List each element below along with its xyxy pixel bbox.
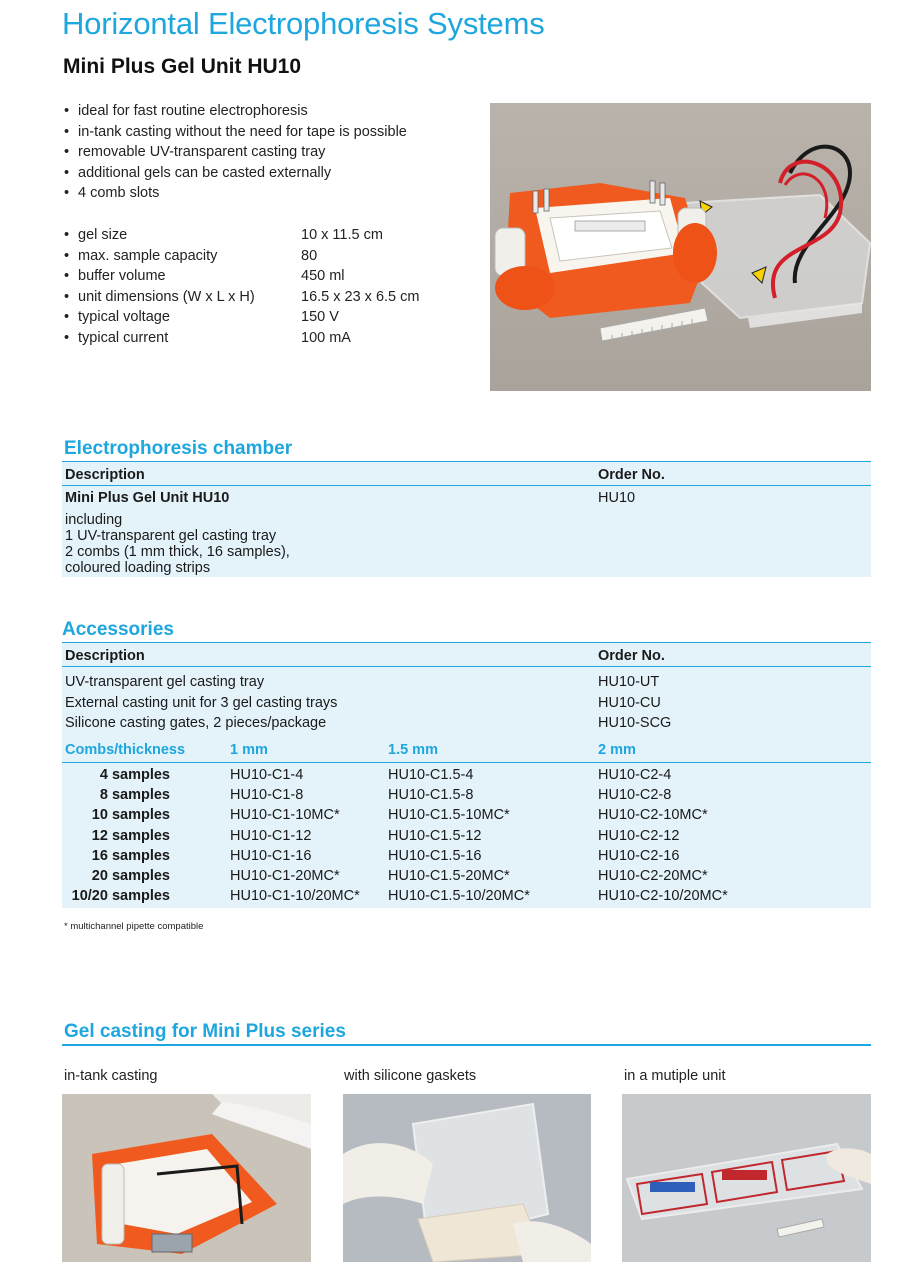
feature-list	[64, 101, 407, 204]
spec-item	[64, 307, 339, 328]
comb-1mm: HU10-C1-8	[230, 787, 304, 803]
combs-divider	[62, 762, 871, 763]
multiple-unit-illustration	[622, 1094, 871, 1262]
feature-item: • 4 comb slots	[64, 183, 407, 204]
spec-item	[64, 266, 345, 287]
including-line: including	[65, 512, 123, 528]
comb-1mm: HU10-C1-20MC*	[230, 868, 340, 884]
spec-list	[64, 225, 420, 348]
in-tank-illustration	[62, 1094, 311, 1262]
caption-multiple: in a mutiple unit	[624, 1068, 726, 1084]
combs-header: Combs/thickness	[65, 742, 186, 758]
spec-item	[64, 328, 351, 349]
col-description: Description	[65, 467, 145, 483]
feature-item: • additional gels can be casted externally	[64, 163, 407, 184]
comb-samples: 12 samples	[91, 828, 170, 844]
comb-1-5mm: HU10-C1.5-12	[388, 828, 482, 844]
feature-item: • ideal for fast routine electrophoresis	[64, 101, 407, 122]
accessories-heading: Accessories	[62, 619, 174, 640]
spec-value: 16.5 x 23 x 6.5 cm	[301, 288, 420, 305]
spec-label: unit dimensions (W x L x H)	[78, 288, 255, 305]
combs-header-1mm: 1 mm	[230, 742, 268, 758]
comb-2mm: HU10-C2-10MC*	[598, 807, 708, 823]
comb-1-5mm: HU10-C1.5-10/20MC*	[388, 888, 530, 904]
in-tank-casting-photo	[62, 1094, 311, 1262]
comb-samples: 10/20 samples	[71, 888, 170, 904]
including-line: 1 UV-transparent gel casting tray	[65, 528, 277, 544]
including-line: coloured loading strips	[65, 560, 211, 576]
comb-2mm: HU10-C2-16	[598, 848, 680, 864]
accessory-description: UV-transparent gel casting tray	[65, 674, 265, 690]
chamber-table	[62, 462, 871, 577]
silicone-illustration	[343, 1094, 591, 1262]
comb-2mm: HU10-C2-20MC*	[598, 868, 708, 884]
comb-1-5mm: HU10-C1.5-8	[388, 787, 474, 803]
product-photo	[490, 103, 871, 391]
spec-value: 450 ml	[301, 268, 345, 284]
spec-item	[64, 246, 318, 267]
comb-1mm: HU10-C1-16	[230, 848, 312, 864]
accessories-table	[62, 643, 871, 908]
gel-unit-illustration	[490, 103, 871, 391]
header-divider	[62, 485, 871, 486]
comb-1-5mm: HU10-C1.5-10MC*	[388, 807, 510, 823]
footnote: * multichannel pipette compatible	[64, 921, 204, 932]
accessory-order-no: HU10-CU	[598, 695, 661, 711]
comb-1-5mm: HU10-C1.5-16	[388, 848, 482, 864]
col-description: Description	[65, 648, 145, 664]
spec-value: 100 mA	[301, 329, 351, 346]
comb-samples: 16 samples	[91, 848, 170, 864]
multiple-unit-photo	[622, 1094, 871, 1262]
including-line: 2 combs (1 mm thick, 16 samples),	[65, 544, 290, 560]
casting-heading: Gel casting for Mini Plus series	[64, 1021, 346, 1042]
comb-2mm: HU10-C2-8	[598, 787, 672, 803]
col-order-no: Order No.	[598, 648, 665, 664]
combs-header-2mm: 2 mm	[598, 742, 636, 758]
comb-2mm: HU10-C2-12	[598, 828, 680, 844]
col-order-no: Order No.	[598, 467, 665, 483]
accessory-description: External casting unit for 3 gel casting trays	[65, 695, 338, 711]
accessory-description: Silicone casting gates, 2 pieces/package	[65, 715, 327, 731]
comb-1-5mm: HU10-C1.5-4	[388, 767, 474, 783]
casting-rule	[62, 1044, 871, 1046]
comb-2mm: HU10-C2-10/20MC*	[598, 888, 728, 904]
comb-1mm: HU10-C1-10/20MC*	[230, 888, 360, 904]
silicone-gaskets-photo	[343, 1094, 591, 1262]
product-name: Mini Plus Gel Unit HU10	[65, 490, 230, 506]
accessory-order-no: HU10-SCG	[598, 715, 672, 731]
spec-label: typical voltage	[78, 309, 170, 325]
accessory-order-no: HU10-UT	[598, 674, 660, 690]
comb-2mm: HU10-C2-4	[598, 767, 672, 783]
spec-value: 150 V	[301, 309, 339, 325]
header-divider	[62, 666, 871, 667]
spec-value: 10 x 11.5 cm	[301, 227, 383, 243]
spec-label: buffer volume	[78, 268, 166, 284]
comb-samples: 10 samples	[91, 807, 170, 823]
spec-item	[64, 287, 420, 308]
comb-samples: 4 samples	[99, 767, 170, 783]
caption-silicone: with silicone gaskets	[344, 1068, 477, 1084]
comb-1mm: HU10-C1-4	[230, 767, 304, 783]
comb-1mm: HU10-C1-12	[230, 828, 312, 844]
comb-samples: 8 samples	[99, 787, 170, 803]
feature-item: • removable UV-transparent casting tray	[64, 142, 407, 163]
spec-label: typical current	[78, 329, 169, 346]
page-title: Horizontal Electrophoresis Systems	[62, 6, 545, 41]
combs-header-1-5mm: 1.5 mm	[388, 742, 438, 758]
comb-samples: 20 samples	[91, 868, 170, 884]
spec-value: 80	[301, 247, 318, 264]
spec-label: max. sample capacity	[78, 247, 218, 264]
spec-label: gel size	[78, 227, 128, 243]
comb-1mm: HU10-C1-10MC*	[230, 807, 340, 823]
product-order-no: HU10	[598, 490, 636, 506]
comb-1-5mm: HU10-C1.5-20MC*	[388, 868, 510, 884]
page-subtitle: Mini Plus Gel Unit HU10	[63, 55, 302, 78]
feature-item: • in-tank casting without the need for tape is possible	[64, 122, 407, 143]
spec-item	[64, 225, 383, 246]
chamber-heading: Electrophoresis chamber	[64, 438, 293, 459]
caption-in-tank: in-tank casting	[64, 1068, 158, 1084]
